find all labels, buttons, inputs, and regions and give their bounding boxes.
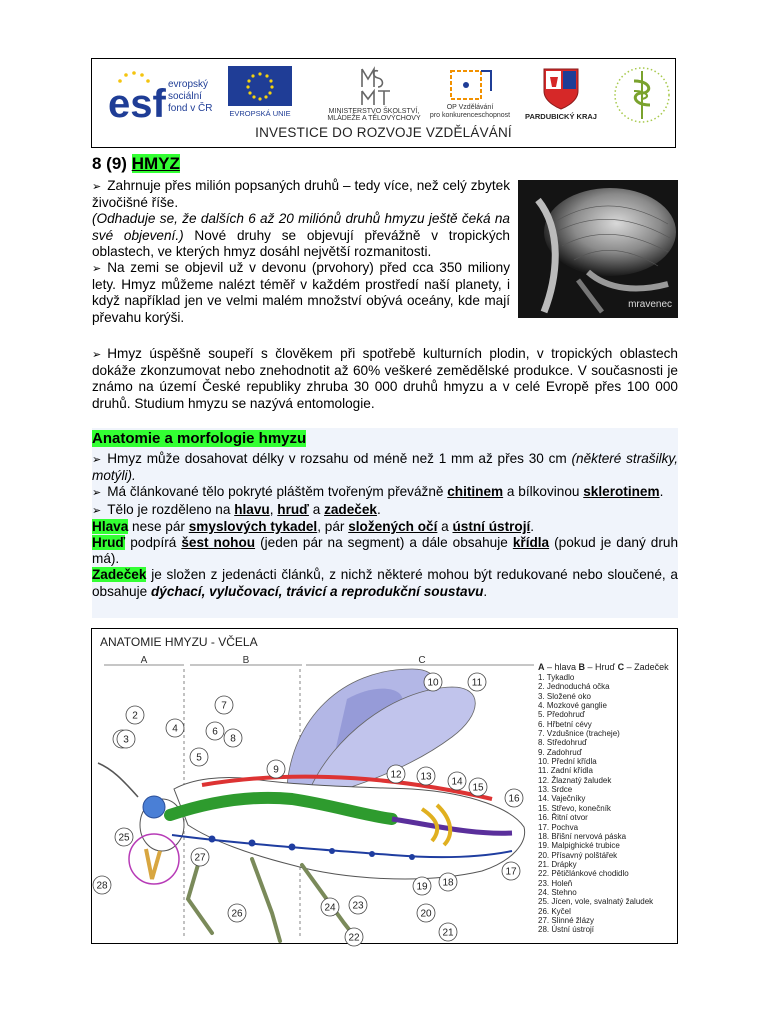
op-line-1: OP Vzdělávání [446, 104, 494, 111]
anatomy-bullet-1-italic: (některé strašilky, motýli). [92, 451, 678, 484]
anatomy-heading [92, 430, 306, 447]
anatomy-heading-text: Anatomie a morfologie hmyzu [92, 430, 307, 447]
eu-label: EVROPSKÁ UNIE [229, 109, 291, 118]
label-number: 24 [324, 902, 336, 914]
middle-leg [252, 859, 280, 941]
label-number: 25 [118, 832, 130, 844]
intro-bullet-2: Na zemi se objevil už v devonu (prvohory) před cca 350 miliony lety. Hmyz můžeme nalézt téměř v každém prostředí naší planety, i když například jen ve velmi malém množství obývá oceány, kde mají převahu korýši. [92, 260, 510, 325]
zadecek-text-a: je složen z jedenácti článků, z nichž některé mohou být redukované nebo sloučené, a obsahuje [92, 567, 678, 599]
legend-c-text: – Zadeček [624, 662, 669, 672]
legend-item: 9. Zadohruď [538, 747, 582, 757]
term-kridla: křídla [512, 535, 550, 551]
legend-item: 26. Kyčel [538, 906, 571, 916]
hlava-text-a: nese pár [128, 518, 189, 534]
legend-item: 3. Složené oko [538, 691, 591, 701]
legend-item: 4. Mozkové ganglie [538, 701, 607, 711]
intro-bullet-1-rest: Nové druhy se objevují převážně v tropických oblastech, ve kterých hmyz dosáhl největší rozmanitosti. [92, 227, 510, 259]
legend-item: 1. Tykadlo [538, 673, 575, 682]
banner-caption: INVESTICE DO ROZVOJE VZDĚLÁVÁNÍ [255, 125, 512, 140]
label-number: 5 [196, 752, 202, 764]
legend-item: 13. Srdce [538, 785, 573, 795]
label-number: 26 [231, 908, 243, 920]
term-sest-nohou: šest nohou [181, 535, 256, 551]
highlight-hrud: Hruď [92, 535, 126, 551]
esf-mark: esf [108, 82, 166, 126]
label-number: 4 [172, 723, 178, 735]
label-number: 13 [420, 771, 432, 783]
label-number: 8 [230, 733, 236, 745]
legend-heading [538, 661, 678, 673]
legend-item: 12. Žlaznatý žaludek [538, 775, 612, 785]
label-number: 10 [427, 677, 439, 689]
figure-title: ANATOMIE HMYZU - VČELA [100, 635, 258, 649]
legend-a-text: – hlava [544, 662, 579, 672]
zadecek-systems: dýchací, vylučovací, trávicí a reprodukční soustavu [150, 583, 484, 599]
mouthparts [146, 849, 160, 879]
label-number: 6 [212, 726, 218, 738]
label-number: 9 [273, 764, 279, 776]
esf-line-3: fond v ČR [168, 103, 213, 114]
ant-photo [518, 180, 678, 318]
anatomy-bullet-2-mid: a bílkovinou [503, 484, 584, 500]
section-a-label: A [140, 655, 148, 666]
legend-c: C [617, 662, 625, 672]
label-number: 11 [471, 677, 483, 689]
label-number: 2 [132, 710, 138, 722]
antenna [98, 763, 138, 797]
section-c-label: C [418, 655, 426, 666]
bullet-arrow-icon: ➢ [92, 180, 102, 193]
legend-item: 16. Řitní otvor [538, 813, 588, 823]
bullet-arrow-icon: ➢ [92, 486, 102, 500]
legend-b-text: – Hruď [585, 662, 618, 672]
legend-item: 23. Holeň [538, 878, 573, 888]
label-number: 20 [420, 908, 432, 920]
legend-item: 10. Přední křídla [538, 757, 597, 767]
page-title [92, 154, 180, 174]
legend-item: 22. Pětičlánkové chodidlo [538, 869, 629, 879]
legend-item: 15. Střevo, konečník [538, 803, 611, 813]
legend-item: 17. Pochva [538, 822, 579, 832]
legend-item: 7. Vzdušnice (tracheje) [538, 729, 620, 739]
bullet-arrow-icon: ➢ [92, 262, 102, 276]
legend-items [538, 673, 678, 935]
legend-item: 14. Vaječníky [538, 794, 586, 804]
kraj-label: PARDUBICKÝ KRAJ [525, 112, 597, 121]
bullet-arrow-icon: ➢ [92, 348, 102, 361]
legend-item: 19. Malpighické trubice [538, 841, 620, 851]
label-number: 14 [451, 776, 463, 788]
title-word: HMYZ [131, 154, 180, 173]
intro-bullet-1-italic: (Odhaduje se, že dalších 6 až 20 miliónů druhů hmyzu ještě čeká na své objevení.) [92, 211, 510, 243]
label-number: 19 [416, 881, 428, 893]
bullet-arrow-icon: ➢ [92, 453, 102, 466]
legend-b: B [578, 662, 586, 672]
bee-anatomy-figure [91, 628, 678, 944]
op-logo [429, 67, 511, 121]
hrud-text-c: (pokud je daný druh má). [92, 535, 679, 567]
legend-item: 20. Přísavný polštářek [538, 850, 618, 860]
label-number: 17 [505, 866, 517, 878]
label-number: 18 [442, 877, 454, 889]
legend-item: 5. Předohruď [538, 710, 585, 720]
legend-item: 24. Stehno [538, 887, 577, 897]
hrud-text-a: podpírá [125, 535, 182, 551]
legend-item: 11. Zadní křídla [538, 766, 593, 776]
anatomy-bullet-2: Má článkované tělo pokryté pláštěm tvořeným převážně [107, 484, 448, 500]
msmt-line-1: MINISTERSTVO ŠKOLSTVÍ, [328, 108, 420, 115]
anatomy-bullet-3: Tělo je rozděleno na [107, 501, 235, 517]
label-number: 23 [352, 900, 364, 912]
eu-flag-logo [225, 66, 295, 118]
legend-item: 6. Hřbetní cévy [538, 719, 592, 729]
label-number: 21 [442, 927, 454, 939]
hlava-text-b: , pár [317, 518, 349, 534]
period: . [530, 518, 535, 534]
figure-legend [538, 661, 678, 935]
label-number: 27 [194, 852, 206, 864]
term-zadecek: zadeček [324, 501, 377, 517]
highlight-hlava: Hlava [92, 518, 129, 534]
op-line-2: pro konkurenceschopnost [429, 112, 511, 119]
compound-eye [143, 796, 165, 818]
legend-item: 28. Ústní ústrojí [538, 925, 595, 935]
section-b-label: B [242, 655, 250, 666]
intro-paragraph [92, 178, 510, 326]
intro-bullet-3: Hmyz úspěšně soupeří s člověkem při spotřebě kulturních plodin, v tropických oblastech dokáže zkonzumovat nebo znehodnotit až 60% veškeré zemědělské produkce. V současnosti je známo na území České republiky zhruba 30 000 druhů hmyzu a v celé Evropě přes 100 000 druhů. Studium hmyzu se nazývá entomologie. [92, 346, 678, 411]
term-hrud: hruď [277, 501, 309, 517]
msmt-logo [328, 65, 420, 121]
anatomy-bullet-2-end: . [659, 484, 664, 500]
pardubicky-kraj-logo [520, 65, 602, 123]
label-number: 16 [508, 793, 520, 805]
esf-logo [104, 67, 214, 126]
intro-paragraph-wide [92, 346, 678, 412]
photo-caption: mravenec [628, 299, 672, 310]
term-tykadla: smyslových tykadel [188, 518, 318, 534]
hlava-text-c: a [437, 518, 453, 534]
label-number: 3 [123, 734, 129, 746]
bullet-arrow-icon: ➢ [92, 503, 102, 517]
label-number: 15 [472, 782, 484, 794]
header-banner [91, 58, 676, 148]
legend-item: 2. Jednoduchá očka [538, 682, 610, 692]
bee-anatomy-diagram [92, 629, 537, 943]
term-slozene-oci: složených očí [348, 518, 438, 534]
conj-a: a [308, 501, 325, 517]
anatomy-bullet-1: Hmyz může dosahovat délky v rozsahu od méně než 1 mm až přes 30 cm [107, 451, 572, 466]
term-chitin: chitinem [447, 484, 504, 500]
term-ustni-ustroji: ústní ústrojí [452, 518, 531, 534]
esf-line-2: sociální [168, 91, 202, 102]
esf-line-1: evropský [168, 79, 209, 90]
period: . [483, 583, 488, 599]
term-sklerotin: sklerotinem [583, 484, 660, 500]
legend-a: A [538, 662, 545, 672]
label-number: 22 [348, 932, 360, 944]
comma: , [269, 501, 278, 517]
legend-item: 8. Středohruď [538, 738, 587, 748]
highlight-zadecek: Zadeček [92, 567, 147, 583]
hrud-text-b: (jeden pár na segment) a dále obsahuje [255, 535, 513, 551]
legend-item: 21. Drápky [538, 859, 577, 869]
anatomy-paragraph [92, 451, 678, 600]
label-number: 12 [390, 769, 402, 781]
label-number: 7 [221, 700, 227, 712]
title-number: 8 (9) [92, 154, 132, 173]
legend-item: 18. Břišní nervová páska [538, 831, 627, 841]
label-number: 28 [96, 880, 108, 892]
term-hlavu: hlavu [234, 501, 270, 517]
ant-head-image [518, 180, 678, 318]
intro-bullet-1: Zahrnuje přes milión popsaných druhů – tedy více, než celý zbytek živočišné říše. [92, 178, 510, 211]
school-seal-logo [612, 63, 672, 127]
legend-item: 25. Jícen, vole, svalnatý žaludek [538, 897, 654, 907]
legend-item: 27. Slinné žlázy [538, 915, 595, 925]
period: . [376, 501, 381, 517]
msmt-line-2: MLÁDEŽE A TĚLOVÝCHOVY [327, 115, 421, 122]
